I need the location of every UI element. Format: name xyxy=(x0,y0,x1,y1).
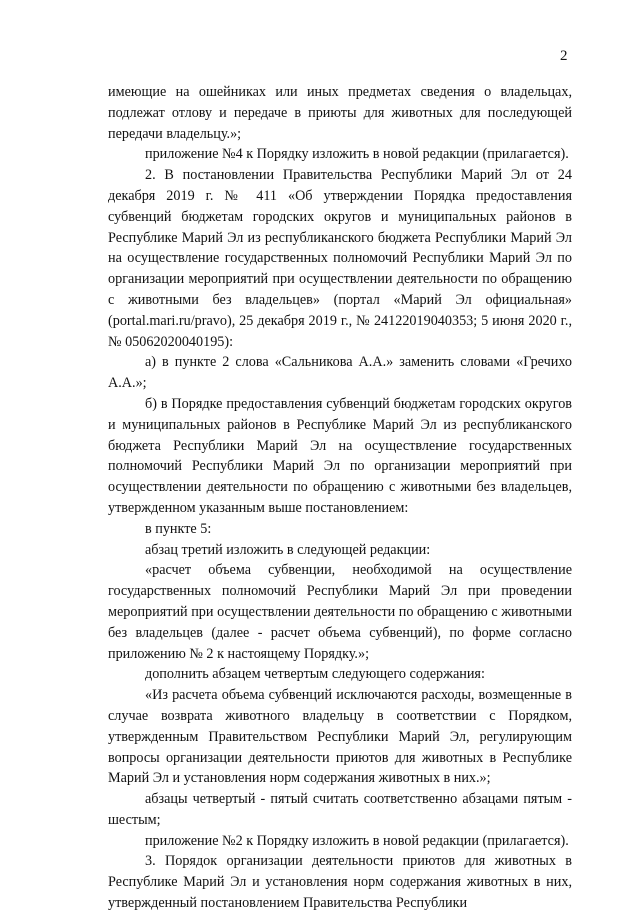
document-body xyxy=(108,82,572,914)
paragraph-subitem-a: а) в пункте 2 слова «Сальникова А.А.» заменить словами «Гречихо А.А.»; xyxy=(108,354,572,392)
paragraph-add-fourth: дополнить абзацем четвертым следующего содержания: xyxy=(145,666,485,683)
paragraph-appendix-2: приложение №2 к Порядку изложить в новой редакции (прилагается). xyxy=(145,832,569,849)
paragraph-point-5: в пункте 5: xyxy=(145,520,212,537)
paragraph-exclusion: «Из расчета объема субвенций исключаются расходы, возмещенные в случае возврата животного владельцу в соответствии с Порядком, утвержденным Правительством Республики Марий Эл, регулирующим вопросы организации деятельности приютов для животных в Республике Марий Эл и установления норм содержания животных в них.»; xyxy=(108,687,572,787)
paragraph-third-abzac: абзац третий изложить в следующей редакции: xyxy=(145,541,431,558)
paragraph-calculation: «расчет объема субвенции, необходимой на осуществление государственных полномочий Республики Марий Эл при проведении мероприятий при осуществлении деятельности по обращению с животными без владельцев (далее - расчет объема субвенций), по форме согласно приложению № 2 к настоящему Порядку.»; xyxy=(108,562,572,662)
page-number: 2 xyxy=(560,48,568,64)
paragraph-item-3: 3. Порядок организации деятельности приютов для животных в Республике Марий Эл и установления норм содержания животных в них, утвержденный постановлением Правительства Республики xyxy=(108,853,572,912)
paragraph-continuation: имеющие на ошейниках или иных предметах сведения о владельцах, подлежат отлову и передаче в приюты для животных для последующей передачи владельцу.»; xyxy=(108,84,572,142)
paragraph-renumber: абзацы четвертый - пятый считать соответственно абзацами пятым - шестым; xyxy=(108,791,572,828)
paragraph-item-2: 2. В постановлении Правительства Республики Марий Эл от 24 декабря 2019 г. № 411 «Об утверждении Порядка предоставления субвенций бюджетам городских округов и муниципальных районов в Республике Марий Эл из республиканского бюджета Республики Марий Эл на осуществление государственных полномочий Республики Марий Эл по организации мероприятий при осуществлении деятельности по обращению с животными без владельцев» (портал «Марий Эл официальная» (portal.mari.ru/pravo), 25 декабря 2019 г., № 24122019040353; 5 июня 2020 г., № 05062020040195): xyxy=(108,167,572,350)
paragraph-appendix-4: приложение №4 к Порядку изложить в новой редакции (прилагается). xyxy=(145,146,569,163)
paragraph-subitem-b: б) в Порядке предоставления субвенций бюджетам городских округов и муниципальных районов в Республике Марий Эл из республиканского бюджета Республики Марий Эл на осуществление государственных полномочий Республики Марий Эл по организации мероприятий при осуществлении деятельности по обращению с животными без владельцев, утвержденном указанным выше постановлением: xyxy=(108,395,572,516)
